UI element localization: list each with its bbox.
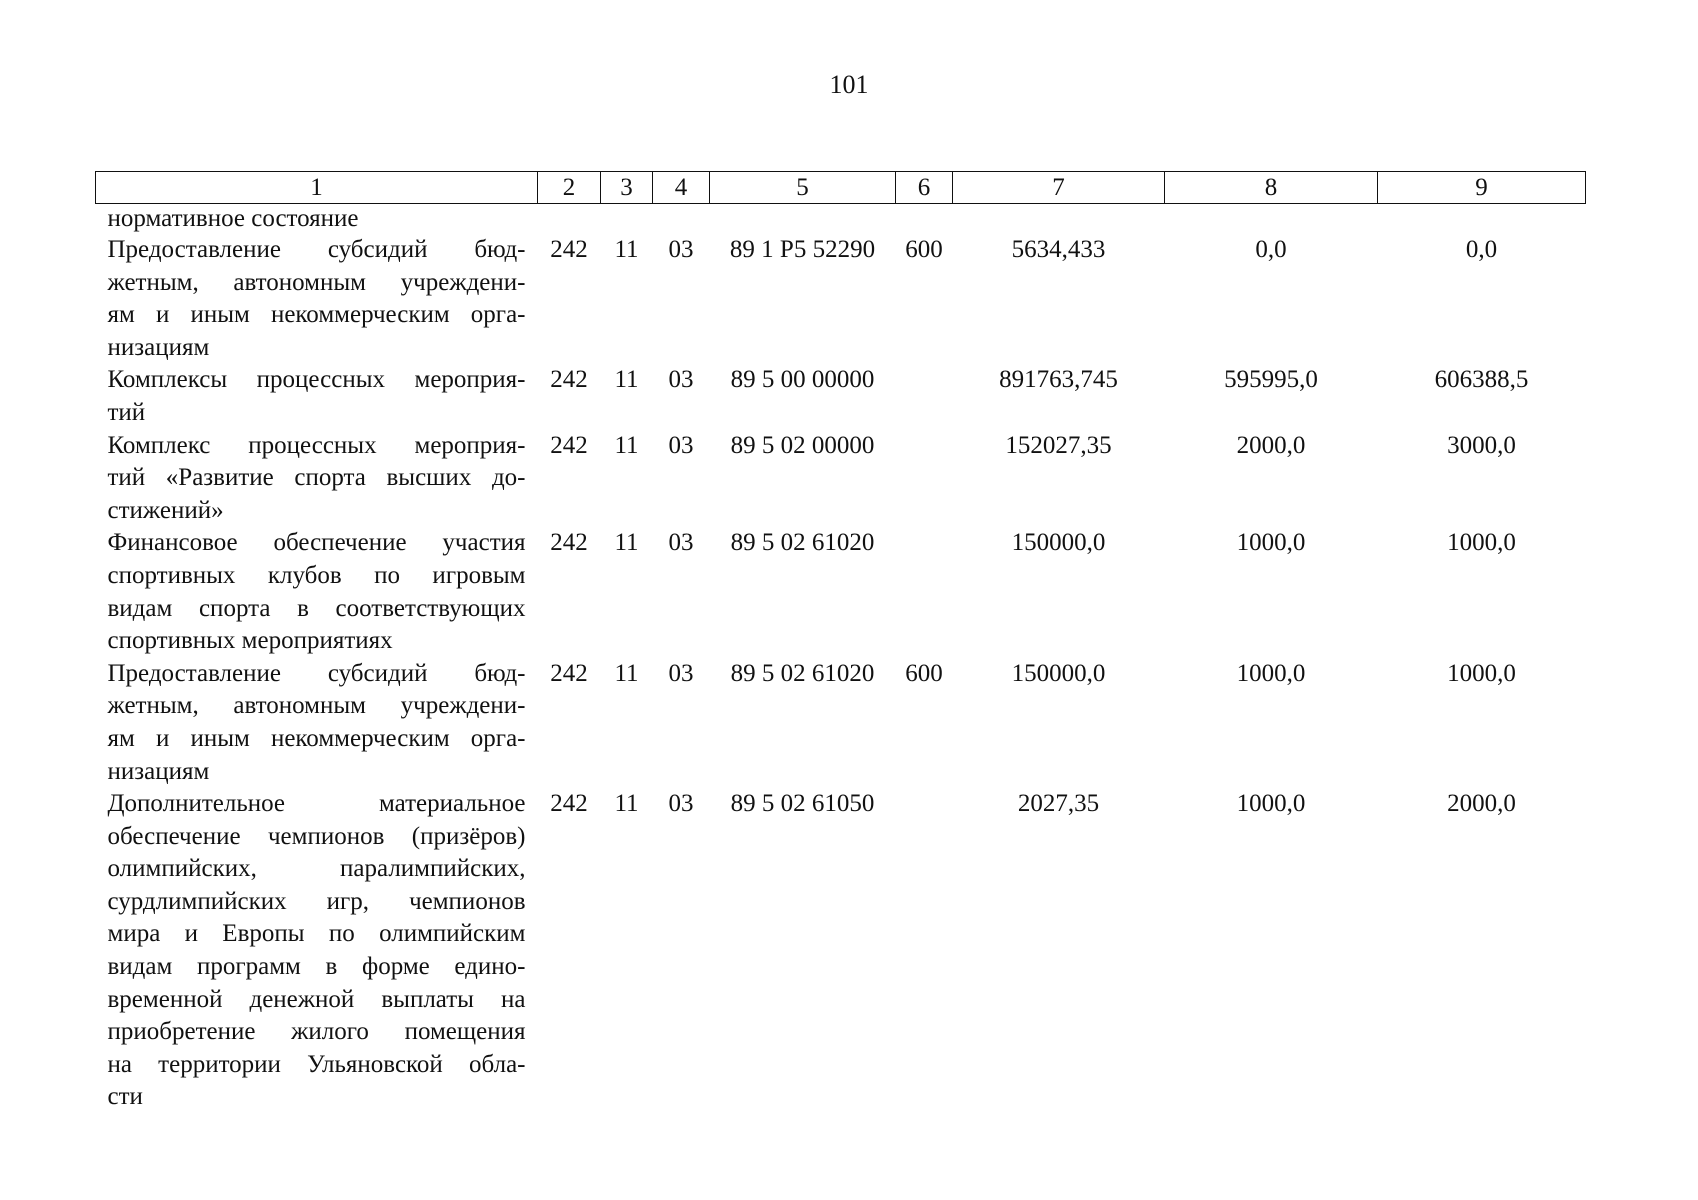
row-ministry-code: 242 xyxy=(550,236,588,263)
row-name-line: Комплексы процессных мероприя- xyxy=(107,366,526,394)
row-amount-year-2: 1000,0 xyxy=(1236,529,1306,557)
row-name-line: Дополнительное материальное xyxy=(107,790,526,818)
header-col-5: 5 xyxy=(710,172,896,204)
row-name xyxy=(96,788,538,1114)
header-col-8: 8 xyxy=(1165,172,1378,204)
row-subsection-code: 03 xyxy=(668,431,694,459)
budget-table-container xyxy=(95,171,1585,1114)
row-expense-type xyxy=(896,527,953,657)
row-name-line: обеспечение чемпионов (призёров) xyxy=(107,822,526,850)
row-subsection-code: 03 xyxy=(668,790,694,818)
row-target-article: 89 5 02 00000 xyxy=(730,431,875,459)
row-name xyxy=(96,430,538,528)
row-name-line: олимпийских, паралимпийских, xyxy=(107,855,526,883)
page-number: 101 xyxy=(829,70,869,99)
row-expense-type: 600 xyxy=(905,236,943,263)
row-name-line: ям и иным некоммерческим орга- xyxy=(107,724,526,752)
row-amount-year-1: 5634,433 xyxy=(1011,236,1106,263)
row-subsection-code: 03 xyxy=(668,529,694,557)
row-name-line: ям и иным некоммерческим орга- xyxy=(107,301,526,329)
row-name-line: тий xyxy=(107,398,146,426)
row-name xyxy=(96,527,538,657)
row-section-code: 11 xyxy=(614,659,639,687)
continuation-text: нормативное состояние xyxy=(107,205,359,232)
row-amount-year-3: 2000,0 xyxy=(1447,790,1516,818)
row-ministry-code: 242 xyxy=(550,659,588,687)
row-amount-year-1: 150000,0 xyxy=(1011,659,1106,687)
table-row xyxy=(96,788,1586,1114)
row-ministry-code: 242 xyxy=(550,431,588,459)
table-body xyxy=(96,204,1586,1115)
header-col-4: 4 xyxy=(653,172,710,204)
row-section-code: 11 xyxy=(614,790,639,818)
row-amount-year-1: 891763,745 xyxy=(999,366,1118,394)
row-amount-year-1: 150000,0 xyxy=(1011,529,1106,557)
row-subsection-code: 03 xyxy=(668,236,694,263)
row-name-line: жетным, автономным учреждени- xyxy=(107,268,526,296)
row-expense-type xyxy=(896,788,953,1114)
row-name xyxy=(96,658,538,788)
table-row xyxy=(96,527,1586,657)
row-subsection-code: 03 xyxy=(668,659,694,687)
row-amount-year-2: 595995,0 xyxy=(1224,366,1318,394)
continuation-row xyxy=(96,204,1586,235)
row-target-article: 89 5 02 61020 xyxy=(730,659,875,687)
row-expense-type: 600 xyxy=(905,659,943,687)
header-row xyxy=(96,172,1586,204)
row-name-line: низациям xyxy=(107,333,210,361)
table-row xyxy=(96,364,1586,429)
header-col-2: 2 xyxy=(538,172,601,204)
row-name-line: спортивных мероприятиях xyxy=(107,627,393,655)
row-expense-type xyxy=(896,430,953,528)
table-row xyxy=(96,658,1586,788)
row-amount-year-2: 1000,0 xyxy=(1236,790,1306,818)
row-target-article: 89 5 02 61050 xyxy=(730,790,875,818)
row-name-line: тий «Развитие спорта высших до- xyxy=(107,464,526,492)
row-name-line: сурдлимпийских игр, чемпионов xyxy=(107,887,526,915)
row-subsection-code: 03 xyxy=(668,366,694,394)
row-name-line: Предоставление субсидий бюд- xyxy=(107,236,526,263)
row-amount-year-3: 3000,0 xyxy=(1447,431,1516,459)
header-col-3: 3 xyxy=(601,172,653,204)
row-name-line: низациям xyxy=(107,757,210,785)
row-name-line: видам программ в форме едино- xyxy=(107,953,526,981)
row-target-article: 89 5 00 00000 xyxy=(730,366,875,394)
header-col-1: 1 xyxy=(96,172,538,204)
row-amount-year-3: 1000,0 xyxy=(1447,529,1516,557)
row-name-line: сти xyxy=(107,1083,143,1111)
row-name-line: жетным, автономным учреждени- xyxy=(107,692,526,720)
row-section-code: 11 xyxy=(614,236,639,263)
row-amount-year-1: 2027,35 xyxy=(1017,790,1100,818)
row-name-line: приобретение жилого помещения xyxy=(107,1018,526,1046)
table-row xyxy=(96,430,1586,528)
row-section-code: 11 xyxy=(614,529,639,557)
row-amount-year-2: 0,0 xyxy=(1255,236,1287,263)
row-name-line: спортивных клубов по игровым xyxy=(107,561,526,589)
table-row xyxy=(96,234,1586,364)
row-name-line: Финансовое обеспечение участия xyxy=(107,529,526,557)
row-name xyxy=(96,234,538,364)
row-name-line: временной денежной выплаты на xyxy=(107,985,526,1013)
budget-table xyxy=(95,171,1586,1114)
row-name-line: Комплекс процессных мероприя- xyxy=(107,431,526,459)
header-col-6: 6 xyxy=(896,172,953,204)
row-name-line: Предоставление субсидий бюд- xyxy=(107,659,526,687)
header-col-7: 7 xyxy=(953,172,1165,204)
row-name-line: на территории Ульяновской обла- xyxy=(107,1050,526,1078)
row-target-article: 89 5 02 61020 xyxy=(730,529,875,557)
row-ministry-code: 242 xyxy=(550,790,588,818)
row-amount-year-2: 1000,0 xyxy=(1236,659,1306,687)
header-col-9: 9 xyxy=(1378,172,1586,204)
table-header xyxy=(96,172,1586,204)
row-ministry-code: 242 xyxy=(550,529,588,557)
row-name-line: видам спорта в соответствующих xyxy=(107,594,526,622)
row-amount-year-3: 0,0 xyxy=(1465,236,1498,263)
row-target-article: 89 1 Р5 52290 xyxy=(729,236,876,263)
row-ministry-code: 242 xyxy=(550,366,588,394)
row-name-line: стижений» xyxy=(107,496,224,524)
row-amount-year-1: 152027,35 xyxy=(1005,431,1112,459)
row-name-line: мира и Европы по олимпийским xyxy=(107,920,526,948)
row-name xyxy=(96,364,538,429)
row-amount-year-3: 606388,5 xyxy=(1434,366,1529,394)
row-section-code: 11 xyxy=(614,431,639,459)
row-section-code: 11 xyxy=(614,366,639,394)
row-amount-year-3: 1000,0 xyxy=(1447,659,1516,687)
row-expense-type xyxy=(896,364,953,429)
row-amount-year-2: 2000,0 xyxy=(1236,431,1306,459)
